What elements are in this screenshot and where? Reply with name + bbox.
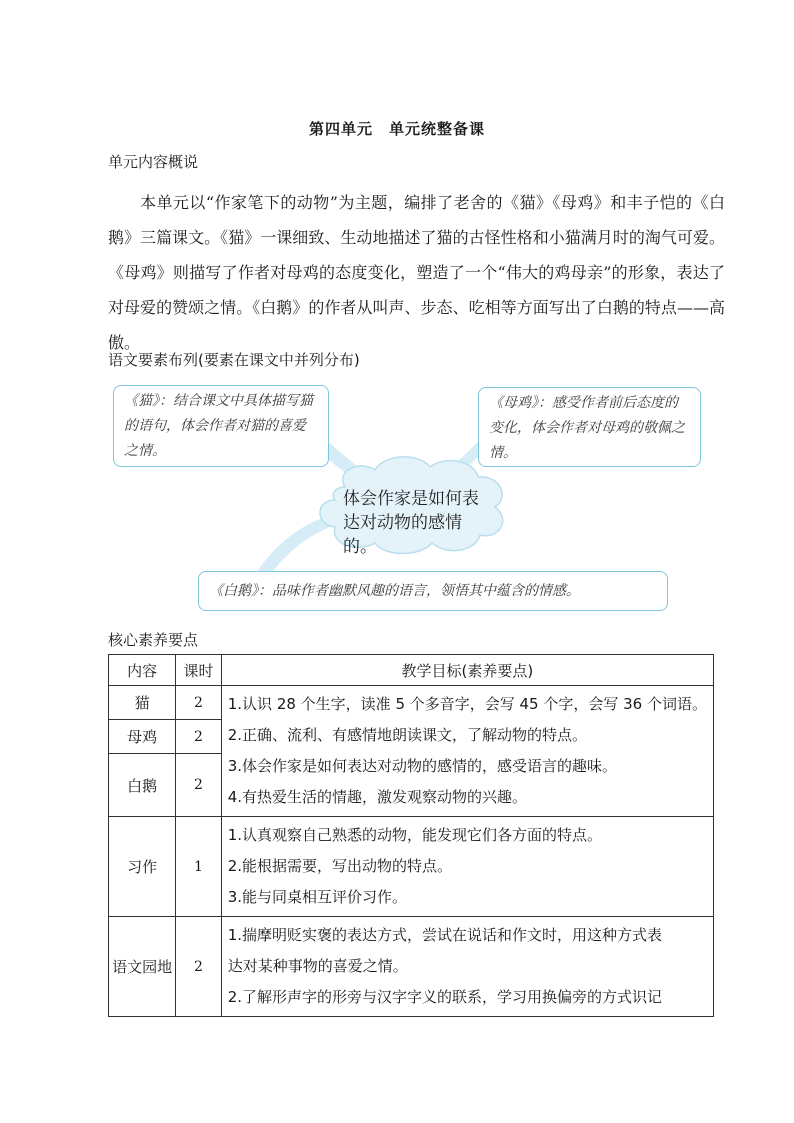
row-hours: 2 [176, 720, 222, 754]
row-hours: 1 [176, 817, 222, 917]
overview-heading: 单元内容概说 [108, 153, 199, 171]
row-hours: 2 [176, 686, 222, 720]
box-goose: 《白鹅》：品味作者幽默风趣的语言，领悟其中蕴含的情感。 [198, 571, 668, 611]
elements-heading: 语文要素布列(要素在课文中并列分布) [108, 351, 360, 369]
table-row [109, 817, 714, 917]
row-content: 母鸡 [109, 720, 176, 754]
page-title: 第四单元 单元统整备课 [308, 120, 485, 138]
goal-item: 1.认真观察自己熟悉的动物，能发现它们各方面的特点。 [227, 826, 603, 844]
goal-item: 1.揣摩明贬实褒的表达方式，尝试在说话和作文时，用这种方式表 [227, 926, 663, 944]
row-hours: 2 [176, 917, 222, 1017]
table-row [109, 917, 714, 1017]
goal-item: 3.能与同桌相互评价习作。 [227, 888, 408, 906]
goal-item: 2.正确、流利、有感情地朗读课文，了解动物的特点。 [227, 726, 588, 744]
goal-item: 1.认识 28 个生字，读准 5 个多音字，会写 45 个字，会写 36 个词语。 [227, 695, 707, 713]
core-table [108, 654, 714, 1017]
header-hours: 课时 [176, 655, 222, 686]
header-goals: 教学目标(素养要点) [221, 655, 713, 686]
goals-writing [221, 817, 713, 917]
goals-garden [221, 917, 713, 1017]
row-content: 白鹅 [109, 754, 176, 817]
goal-item: 达对某种事物的喜爱之情。 [227, 957, 408, 975]
box-cat: 《猫》：结合课文中具体描写猫的语句，体会作者对猫的喜爱之情。 [113, 385, 329, 467]
goals-reading [221, 686, 713, 817]
table-row [109, 686, 714, 720]
row-content: 习作 [109, 817, 176, 917]
header-content: 内容 [109, 655, 176, 686]
goal-item: 4.有热爱生活的情趣，激发观察动物的兴趣。 [227, 788, 528, 806]
overview-paragraph: 本单元以“作家笔下的动物”为主题，编排了老舍的《猫》《母鸡》和丰子恺的《白鹅》三篇课文。《猫》一课细致、生动地描述了猫的古怪性格和小猫满月时的淘气可爱。《母鸡》则描写了作者对母鸡的态度变化，塑造了一个“伟大的鸡母亲”的形象，表达了对母爱的赞颂之情。《白鹅》的作者从叫声、步态、吃相等方面写出了白鹅的特点——高傲。 [108, 193, 725, 352]
goal-item: 3.体会作家是如何表达对动物的感情的，感受语言的趣味。 [227, 757, 618, 775]
row-content: 猫 [109, 686, 176, 720]
row-hours: 2 [176, 754, 222, 817]
goal-item: 2.了解形声字的形旁与汉字字义的联系，学习用换偏旁的方式识记 [227, 988, 663, 1006]
core-heading: 核心素养要点 [108, 631, 199, 649]
cloud-center-text: 体会作家是如何表达对动物的感情的。 [343, 489, 479, 557]
table-header-row [109, 655, 714, 686]
box-hen: 《母鸡》：感受作者前后态度的变化，体会作者对母鸡的敬佩之情。 [478, 387, 701, 467]
goal-item: 2.能根据需要，写出动物的特点。 [227, 857, 453, 875]
row-content: 语文园地 [109, 917, 176, 1017]
